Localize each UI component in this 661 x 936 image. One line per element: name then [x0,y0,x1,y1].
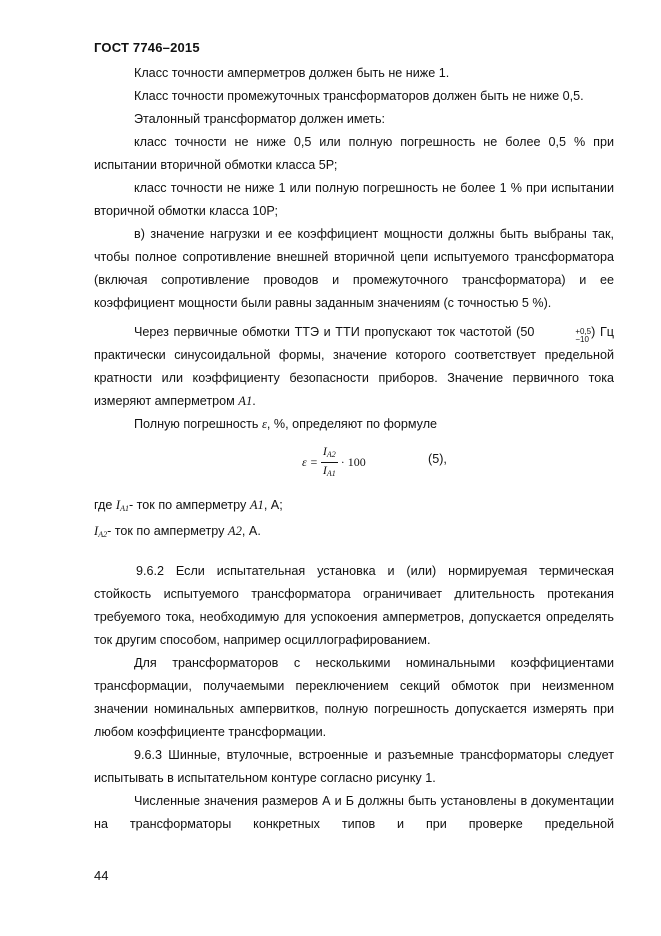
ammeter-symbol: A2 [227,524,242,538]
document-header: ГОСТ 7746–2015 [94,40,200,55]
text-run: , А. [241,524,261,538]
fraction [321,444,338,481]
fraction-denominator [321,463,338,481]
paragraph: Для трансформаторов с несколькими номинальными коэффициентами трансформации, получаемыми переключением секций обмоток при неизменном значении номинальных ампервитков, полную погрешность допускается измерять при любом коэффициенте трансформации. [94,656,614,739]
numerator-symbol: I [322,444,327,458]
paragraph: Эталонный трансформатор должен иметь: [134,112,386,126]
text-run: Полную погрешность [134,417,259,431]
text-run: - ток по амперметру [107,524,225,538]
where-line [94,494,614,520]
fraction-numerator [321,444,338,463]
denominator-symbol: I [322,463,327,477]
symbol: I [115,498,121,512]
paragraph: 9.6.3 Шинные, втулочные, встроенные и разъемные трансформаторы следует испытывать в испытательном контуре согласно рисунку 1. [94,748,614,785]
ammeter-symbol: A1 [238,394,253,408]
epsilon-symbol: ε [261,417,267,431]
equation-number: (5), [428,452,447,466]
paragraph [94,321,614,413]
text-run: - ток по амперметру [128,498,247,512]
paragraph: класс точности не ниже 1 или полную погрешность не более 1 % при испытании вторичной обмотки класса 10Р; [94,181,614,218]
symbol-subscript: A2 [98,530,108,539]
paragraph: класс точности не ниже 0,5 или полную погрешность не более 0,5 % при испытании вторичной обмотки класса 5Р; [94,135,614,172]
tolerance-upper: +0,5 [575,327,592,336]
ammeter-symbol: A1 [249,498,264,512]
spacer [94,546,614,560]
text-run: Через первичные обмотки ТТЭ и ТТИ пропускают ток частотой (50 [134,325,535,339]
document-body [94,62,614,836]
current-symbol [94,524,107,538]
symbol: I [94,524,99,538]
formula [302,444,366,481]
formula-lhs: ε = [302,455,318,469]
paragraph: Численные значения размеров А и Б должны быть установлены в документации на трансформаторы конкретных типов и при проверке предельной [94,794,614,831]
denominator-subscript: A1 [326,469,336,478]
paragraph: 9.6.2 Если испытательная установка и (или) нормируемая термическая стойкость испытуемого трансформатора ограничивает длительность протекания требуемого тока, необходимую для успокоения амперметров, допускается определять ток другим способом, например осциллографированием. [94,564,614,647]
symbol-subscript: A1 [120,504,129,513]
numerator-subscript: A2 [326,450,336,459]
text-run: , А; [263,498,283,512]
page-number: 44 [94,868,109,883]
formula-block [94,438,614,488]
paragraph: Класс точности промежуточных трансформаторов должен быть не ниже 0,5. [134,89,584,103]
text-run: . [252,394,256,408]
paragraph [94,413,614,436]
frequency-tolerance [535,328,591,344]
formula-rhs: · 100 [340,455,366,469]
paragraph: Класс точности амперметров должен быть не ниже 1. [134,66,450,80]
text-run: , %, определяют по формуле [266,417,438,431]
paragraph: в) значение нагрузки и ее коэффициент мощности должны быть выбраны так, чтобы полное сопротивление внешней вторичной цепи испытуемого трансформатора (включая сопротивление проводов и промежуточного трансформатора) и ее коэффициент мощности были равны заданным значениям (с точностью 5 %). [94,227,614,310]
text-run: ) Гц практически синусоидальной формы, значение которого соответствует предельной кратности или коэффициенту безопасности приборов. Значение первичного тока измеряют амперметром [94,325,614,408]
current-symbol [116,498,129,512]
text-run: где [94,498,113,512]
tolerance-lower: −10 [575,335,589,344]
where-line [94,520,614,546]
